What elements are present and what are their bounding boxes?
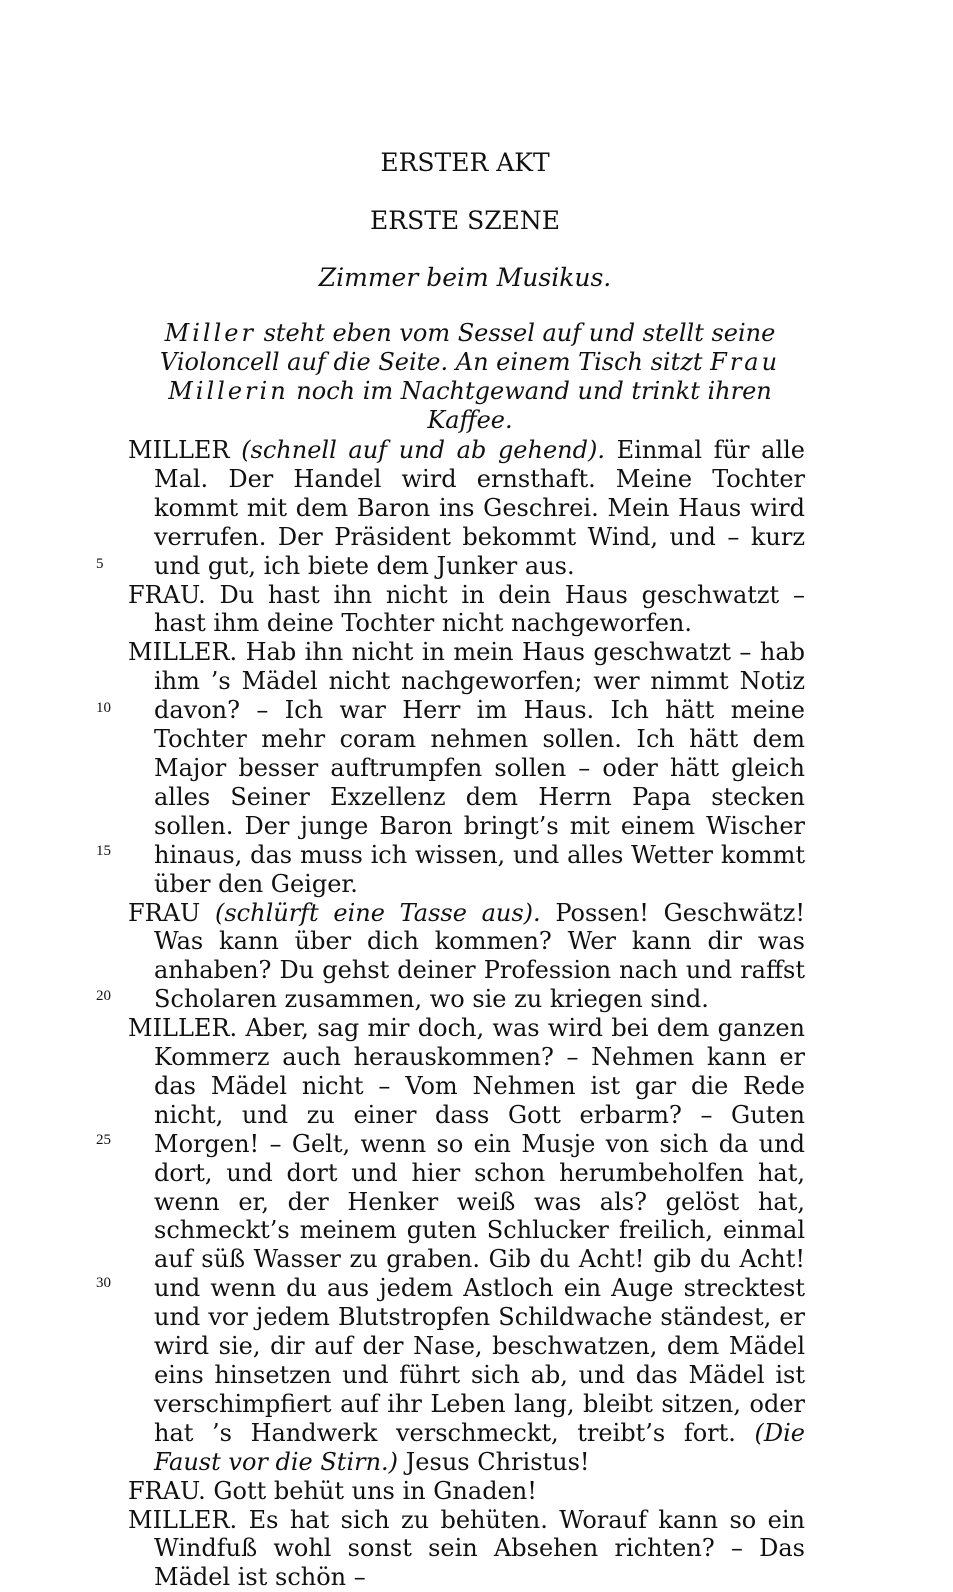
speech-text: Hab ihn nicht in mein Haus geschwatzt – hab ihm ’s Mädel nicht nachgeworfen; wer nimmt Notiz davon? – Ich war Herr im Haus. Ich hätt meine Tochter mehr coram nehmen sollen. Ich hätt dem Major besser auftrumpfen sollen – oder hätt gleich alles Seiner Exzellenz dem Herrn Papa stecken sollen. Der junge Baron bringt’s mit einem Wischer hinaus, das muss ich wissen, und alles Wetter kommt über den Geiger. bbox=[154, 638, 805, 898]
speaker-name: MILLER. bbox=[128, 1505, 238, 1534]
line-number: 15 bbox=[96, 843, 111, 859]
scene-setting: Zimmer beim Musikus. bbox=[318, 263, 612, 292]
speaker-name: MILLER bbox=[128, 436, 230, 464]
speech-text: Jesus Christus! bbox=[398, 1447, 590, 1476]
speech bbox=[128, 1477, 805, 1506]
speech-text: Gott behüt uns in Gnaden! bbox=[205, 1476, 537, 1505]
character-name-frau-millerin: Frau Millerin bbox=[168, 348, 781, 405]
speech-direction: (schlürft eine Tasse aus). bbox=[214, 898, 541, 927]
speech-text: Es hat sich zu behüten. Worauf kann so ein Windfuß wohl sonst sein Absehen richten? – Das Mädel ist schön – bbox=[154, 1505, 805, 1592]
stage-direction-text-1: steht eben vom Sessel auf und stellt seine Violoncell auf die Seite. An einem Tisch sitzt bbox=[159, 319, 776, 376]
speech-text: Aber, sag mir doch, was wird bei dem ganzen Kommerz auch herauskommen? – Nehmen kann er das Mädel nicht – Vom Nehmen ist gar die Rede nicht, und zu einer dass Gott erbarm? – Guten Morgen! – Gelt, wenn so ein Musje von sich da und dort, und dort und hier schon herumbeholfen hat, wenn er, der Henker weiß was als? gelöst hat, schmeckt’s meinem guten Schlucker freilich, einmal auf süß Wasser zu graben. Gib du Acht! gib du Acht! und wenn du aus jedem Astloch ein Auge strecktest und vor jedem Blutstropfen Schildwache ständest, er wird sie, dir auf der Nase, beschwatzen, dem Mädel eins hinsetzen und führt sich ab, und das Mädel ist verschimpfiert auf ihr Leben lang, bleibt sitzen, oder hat ’s Handwerk verschmeckt, treibt’s fort. bbox=[154, 1014, 805, 1447]
speech-text: Einmal für alle Mal. Der Handel wird ernsthaft. Meine Tochter kommt mit dem Baron ins Geschrei. Mein Haus wird verrufen. Der Präsident bekommt Wind, und – kurz und gut, ich biete dem Junker aus. bbox=[154, 436, 805, 580]
line-number: 5 bbox=[96, 556, 104, 572]
scene-heading: ERSTE SZENE bbox=[370, 206, 560, 235]
speaker-name: MILLER. bbox=[128, 638, 238, 667]
stage-direction-text-2: noch im Nachtgewand und trinkt ihren Kaffee. bbox=[288, 377, 772, 434]
speaker-name: FRAU bbox=[128, 898, 201, 927]
speech-direction: (schnell auf und ab gehend). bbox=[241, 436, 605, 464]
line-number: 10 bbox=[96, 700, 111, 716]
speaker-name: FRAU. bbox=[128, 1476, 206, 1505]
speech bbox=[128, 1014, 805, 1477]
speech bbox=[128, 436, 805, 581]
line-number: 30 bbox=[96, 1275, 111, 1291]
speech bbox=[128, 1506, 805, 1592]
dialogue bbox=[128, 436, 805, 1592]
speech bbox=[128, 638, 805, 898]
speech-text: Possen! Geschwätz! Was kann über dich kommen? Wer kann dir was anhaben? Du gehst deiner Profession nach und raffst Scholaren zusammen, wo sie zu kriegen sind. bbox=[154, 898, 805, 1014]
speech bbox=[128, 581, 805, 639]
line-number: 25 bbox=[96, 1132, 111, 1148]
speech-text: Du hast ihn nicht in dein Haus geschwatzt – hast ihm deine Tochter nicht nachgeworfen. bbox=[154, 580, 805, 638]
line-number: 20 bbox=[96, 988, 111, 1004]
act-heading: ERSTER AKT bbox=[380, 148, 550, 177]
speaker-name: FRAU. bbox=[128, 580, 206, 609]
stage-direction bbox=[140, 319, 800, 435]
speaker-name: MILLER. bbox=[128, 1014, 238, 1043]
speech-direction: (Die Faust vor die Stirn.) bbox=[154, 1418, 805, 1476]
character-name-miller: Miller bbox=[164, 319, 256, 347]
speech bbox=[128, 899, 805, 1015]
